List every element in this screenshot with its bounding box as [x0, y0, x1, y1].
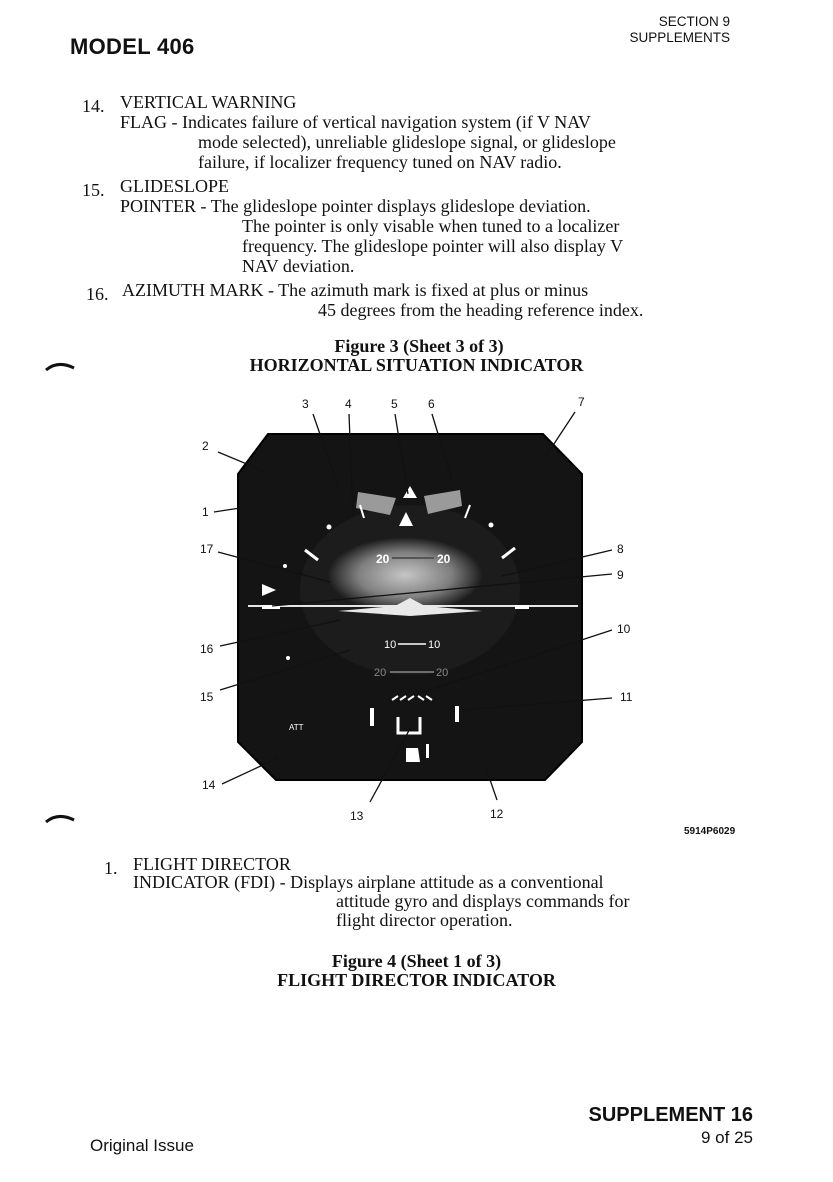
figure-4-caption — [0, 952, 833, 990]
pitch-label: 20 — [436, 667, 449, 679]
item-text-line: 45 degrees from the heading reference index. — [318, 300, 644, 320]
margin-mark — [44, 360, 80, 374]
model-title: MODEL 406 — [70, 34, 195, 59]
callout-7: 7 — [578, 395, 585, 409]
figure-4-sheet: Figure 4 (Sheet 1 of 3) — [331, 951, 502, 971]
callout-6: 6 — [428, 397, 435, 411]
pitch-label: 20 — [374, 667, 387, 679]
page-number: 9 of 25 — [701, 1128, 753, 1147]
callout-5: 5 — [391, 397, 398, 411]
callout-10: 10 — [617, 622, 631, 636]
callout-4: 4 — [345, 397, 352, 411]
callout-9: 9 — [617, 568, 624, 582]
item-number: 15. — [82, 180, 105, 200]
pitch-label: 10 — [384, 639, 397, 651]
figure-3-caption — [0, 337, 833, 375]
item-number: 14. — [82, 96, 105, 116]
item-text-line: attitude gyro and displays commands for — [336, 891, 630, 911]
item-text-line: frequency. The glideslope pointer will also display V — [242, 236, 624, 256]
item-text-line: POINTER - The glideslope pointer displays glideslope deviation. — [120, 196, 591, 216]
section-header — [629, 14, 730, 46]
leader-1 — [214, 508, 240, 512]
figure-3-sheet: Figure 3 (Sheet 3 of 3) — [334, 336, 504, 356]
horizon-mark — [515, 605, 529, 609]
section-name: SUPPLEMENTS — [629, 30, 730, 45]
callout-2: 2 — [202, 439, 209, 453]
bank-scale-dot — [327, 525, 332, 530]
callout-14: 14 — [202, 778, 216, 792]
item-text-line: AZIMUTH MARK - The azimuth mark is fixed at plus or minus — [122, 280, 589, 300]
supplement-number: SUPPLEMENT 16 — [588, 1104, 753, 1126]
margin-mark — [44, 812, 80, 826]
item-text-line: NAV deviation. — [242, 256, 355, 276]
callout-15: 15 — [200, 690, 214, 704]
callout-8: 8 — [617, 542, 624, 556]
item-term: FLIGHT DIRECTOR — [133, 854, 291, 874]
decision-height-light — [426, 744, 429, 758]
callout-1: 1 — [202, 505, 209, 519]
item-text-line: flight director operation. — [336, 910, 513, 930]
pitch-label: 20 — [437, 552, 451, 566]
issue-label: Original Issue — [90, 1136, 194, 1155]
figure-id: 5914P6029 — [684, 826, 736, 837]
figure-4-title: FLIGHT DIRECTOR INDICATOR — [277, 970, 556, 990]
callout-12: 12 — [490, 807, 504, 821]
azimuth-dot — [286, 656, 290, 660]
figure-3-illustration — [190, 390, 650, 850]
item-text-line: mode selected), unreliable glideslope signal, or glideslope — [198, 132, 616, 152]
item-text-line: failure, if localizer frequency tuned on NAV radio. — [198, 152, 562, 172]
deviation-bar — [370, 708, 374, 726]
pitch-label: 10 — [428, 639, 441, 651]
section-number: SECTION 9 — [658, 14, 730, 29]
item-text-line: FLAG - Indicates failure of vertical navigation system (if V NAV — [120, 112, 591, 132]
callout-3: 3 — [302, 397, 309, 411]
decision-height-light — [406, 748, 420, 762]
callout-16: 16 — [200, 642, 214, 656]
item-number: 16. — [86, 284, 109, 304]
item-number: 1. — [104, 858, 118, 878]
leader-7 — [546, 412, 575, 456]
azimuth-dot — [283, 564, 287, 568]
item-term: GLIDESLOPE — [120, 176, 229, 196]
pitch-label: 20 — [376, 552, 390, 566]
item-text-line: The pointer is only visable when tuned to a localizer — [242, 216, 620, 236]
callout-13: 13 — [350, 809, 364, 823]
item-text-line: INDICATOR (FDI) - Displays airplane attitude as a conventional — [133, 872, 604, 892]
callout-11: 11 — [620, 690, 633, 704]
bank-scale-dot — [489, 523, 494, 528]
instrument-label: ATT — [289, 723, 304, 732]
figure-3-title: HORIZONTAL SITUATION INDICATOR — [249, 355, 584, 375]
callout-17: 17 — [200, 542, 214, 556]
deviation-bar — [455, 706, 459, 722]
item-term: VERTICAL WARNING — [120, 92, 297, 112]
